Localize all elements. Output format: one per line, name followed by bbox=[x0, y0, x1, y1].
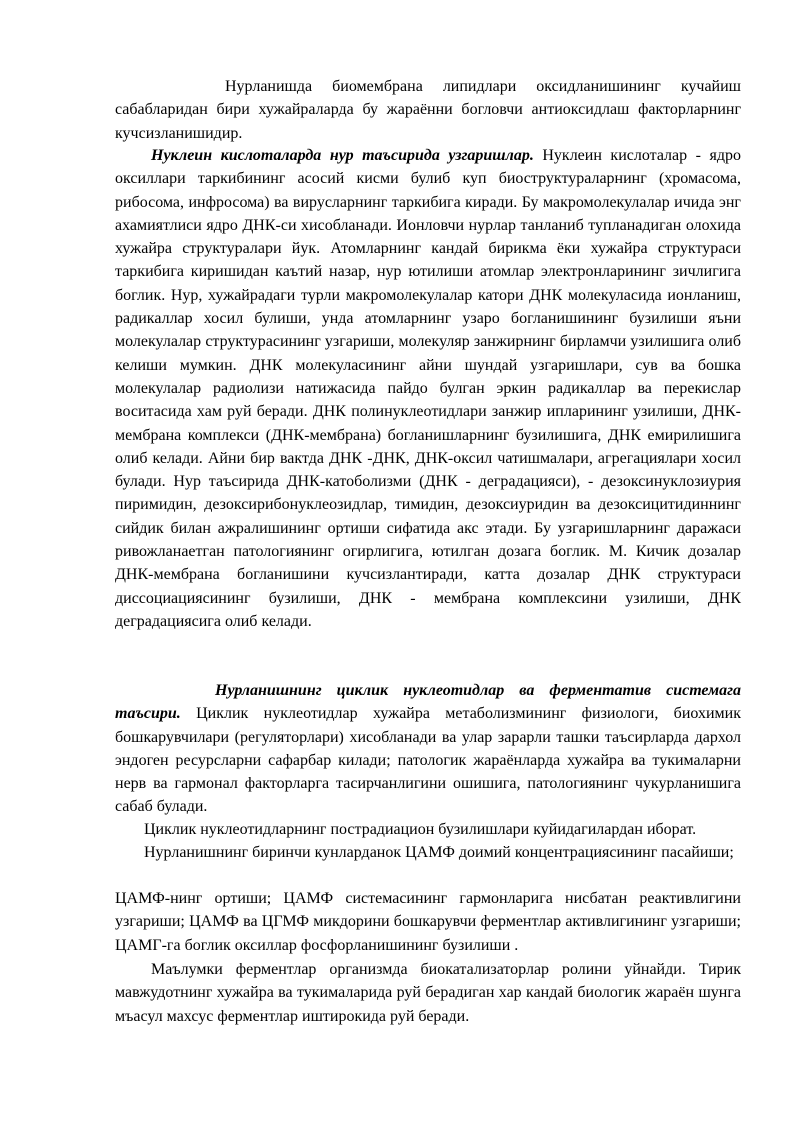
paragraph-camp-changes: ЦАМФ-нинг ортиши; ЦАМФ системасининг гармонларига нисбатан реактивлигини узгариши; ЦАМФ ва ЦГМФ микдорини бошкарувчи ферментлар активлигининг узгариши; ЦАМГ-га боглик оксиллар фосфорланишининг бузилиши . bbox=[115, 890, 741, 954]
paragraph-lipid-oxidation: Нурланишда биомембрана липидлари оксидланишининг кучайиш сабабларидан бири хужайраларда бу жараённи богловчи антиоксидлаш факторларнинг кучсизланишидир. bbox=[115, 78, 741, 142]
section-heading-cyclic-nucleotides: Нурланишнинг циклик нуклеотидлар ва ферментатив системага таъсири. bbox=[115, 682, 741, 723]
paragraph-postradiation-intro: Циклик нуклеотидларнинг пострадиацион бузилишлари куйидагилардан иборат. bbox=[144, 821, 697, 838]
section-heading-nucleic-acids: Нуклеин кислоталарда нур таъсирида узгаришлар. bbox=[151, 147, 534, 164]
paragraph-cyclic-nucleotides bbox=[115, 679, 741, 819]
paragraph-nucleic-acids-text: Нуклеин кислоталар - ядро оксиллари таркибининг асосий кисми булиб куп биоструктураларнинг (хромасома, рибосома, инфросома) ва вирусларнинг таркибига киради. Бу макромолекулалар ичида энг ахамиятлиси ядро ДНК-си хисобланади. Ионловчи нурлар танланиб тупланадиган олохида хужайра структуралари йук. Атомларнинг кандай бирикма ёки хужайра структураси таркибига киришидан каътий назар, нур ютилиши атомлар электронларининг зичлигига боглик. Нур, хужайрадаги турли макромолекулалар катори ДНК молекуласида ионланиш, радикаллар хосил булиши, унда атомларнинг узаро богланишининг бузилиши яъни молекулалар структурасининг узгариши, молекуляр занжирнинг бирламчи узилишига олиб келиши мумкин. ДНК молекуласининг айни шундай узгаришлари, сув ва бошка молекулалар радиолизи натижасида пайдо булган эркин радикаллар ва перекислар воситасида хам руй беради. ДНК полинуклеотидлари занжир ипларининг узилиши, ДНК- мембрана комплекси (ДНК-мембрана) богланишларнинг бузилишига, ДНК емирилишига олиб келади. Айни бир вактда ДНК -ДНК, ДНК-оксил чатишмалари, агрегациялари хосил булади. Нур таъсирида ДНК-катоболизми (ДНК - деградацияси), - дезоксинуклозиурия пиримидин, дезоксирибонуклеозидлар, тимидин, дезоксиуридин ва дезоксицитидиннинг сийдик билан ажралишининг ортиши сифатида акс этади. Бу узгаришларнинг даражаси ривожланаетган патологиянинг огирлигига, ютилган дозага боглик. М. Кичик дозалар ДНК-мембрана богланишини кучсизлантиради, катта дозалар ДНК структураси диссоциациясининг бузилиши, ДНК - мембрана комплексини узилиши, ДНК деградациясига олиб келади. bbox=[115, 147, 742, 630]
paragraph-nucleic-acids bbox=[115, 144, 741, 633]
paragraph-cyclic-nucleotides-text: Циклик нуклеотидлар хужайра метаболизмининг физиологи, биохимик бошкарувчилари (регуляторлари) хисобланади ва улар зарарли ташки таъсирларда дархол эндоген ресурсларни сафарбар килади; патологик жараёнларда хужайра ва тукималарни нерв ва гармонал факторларга тасирчанлигини ошишига, патологиянинг чукурланишига сабаб булади. bbox=[115, 705, 742, 816]
paragraph-enzymes: Маълумки ферментлар организмда биокатализаторлар ролини уйнайди. Тирик мавжудотнинг хужайра ва тукималарида руй берадиган хар кандай биологик жараён шунга мъасул махсус ферментлар иштирокида руй беради. bbox=[115, 961, 741, 1025]
paragraph-camp-decrease: Нурланишнинг биринчи кунларданок ЦАМФ доимий концентрациясининг пасайиши; bbox=[144, 844, 734, 861]
